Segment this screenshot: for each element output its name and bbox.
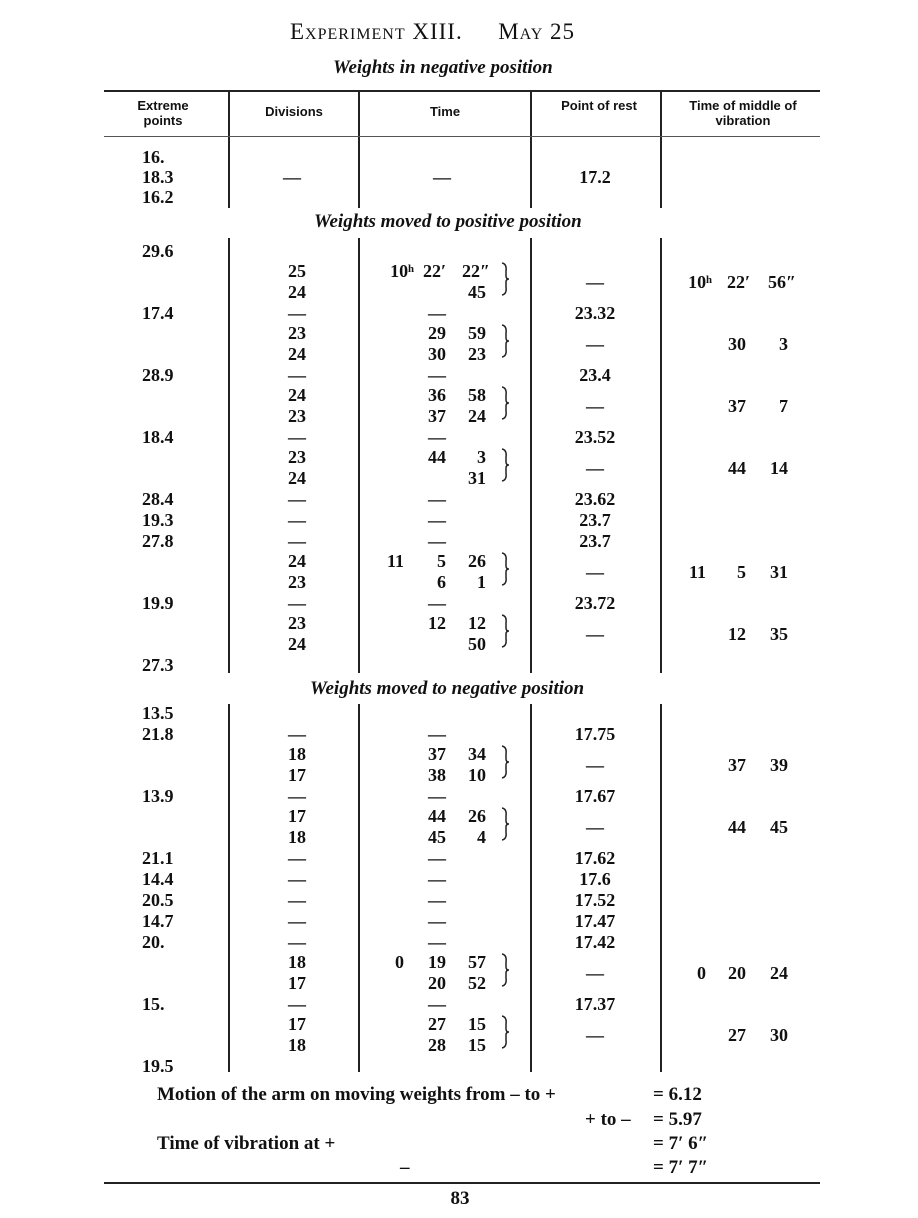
bracket-icon [501,552,510,586]
time-seconds: 24 [468,406,486,426]
bottom-rule [104,1182,820,1184]
middle-minutes: 44 [728,817,746,837]
time-minutes: 45 [428,827,446,847]
time-value: — [433,167,451,187]
vibration-value-1: = 7′ 6″ [653,1133,709,1154]
time-seconds: 45 [468,282,486,302]
time-minutes: 19 [428,952,446,972]
subtitle: Weights in negative position [333,57,553,78]
col-rule [228,137,230,208]
header-extreme-points: Extreme points [137,98,189,128]
time-dash: — [428,932,446,952]
vibration-label-2: – [400,1157,410,1178]
extreme-point: 17.4 [142,303,174,323]
col-rule [660,704,662,1072]
time-seconds: 58 [468,385,486,405]
col-rule [530,137,532,208]
col-rule [530,238,532,673]
middle-minutes: 30 [728,334,746,354]
extreme-point: 27.3 [142,655,174,675]
col-rule [660,137,662,208]
rest-dash: — [586,963,604,983]
division-dash: — [288,510,306,530]
time-dash: — [428,510,446,530]
extreme-point: 18.3 [142,167,174,187]
time-seconds: 31 [468,468,486,488]
header-divisions: Divisions [265,104,323,119]
time-dash: — [428,724,446,744]
time-seconds: 3 [477,447,486,467]
page-number: 83 [450,1188,470,1209]
division-value: 18 [288,827,306,847]
time-seconds: 59 [468,323,486,343]
header-bottom-rule [104,136,820,137]
time-hours: 11 [386,551,404,571]
time-minutes: 37 [428,744,446,764]
rest-dash: — [586,272,604,292]
division-value: 23 [288,572,306,592]
motion-value-1: = 6.12 [653,1084,702,1105]
rest-dash: — [586,755,604,775]
time-seconds: 1 [477,572,486,592]
bracket-icon [501,745,510,779]
time-minutes: 5 [437,551,446,571]
middle-hours: 10ʰ [688,272,712,292]
col-rule [358,704,360,1072]
extreme-point: 13.9 [142,786,174,806]
time-seconds: 4 [477,827,486,847]
rest-value: 17.6 [579,869,611,889]
time-seconds: 23 [468,344,486,364]
extreme-point: 13.5 [142,703,174,723]
time-seconds: 26 [468,806,486,826]
time-minutes: 20 [428,973,446,993]
rest-dash: — [586,562,604,582]
time-dash: — [428,427,446,447]
division-value: 23 [288,406,306,426]
division-value: 17 [288,973,306,993]
middle-seconds: 30 [770,1025,788,1045]
middle-seconds: 7 [779,396,788,416]
extreme-point: 29.6 [142,241,174,261]
extreme-point: 14.4 [142,869,174,889]
division-dash: — [288,848,306,868]
division-dash: — [288,911,306,931]
header-col-rule [358,92,360,136]
division-value: 17 [288,765,306,785]
division-value: 24 [288,385,306,405]
division-value: 23 [288,447,306,467]
rest-value: 17.75 [574,724,616,744]
time-minutes: 38 [428,765,446,785]
header-col-rule [228,92,230,136]
time-minutes: 28 [428,1035,446,1055]
time-dash: — [428,303,446,323]
division-value: 24 [288,282,306,302]
page-title [290,20,575,43]
division-dash: — [288,890,306,910]
motion-label-2: + to – [585,1109,631,1130]
middle-minutes: 5 [737,562,746,582]
middle-hours: 0 [697,963,706,983]
division-value: — [283,167,301,187]
rest-value: 17.67 [574,786,616,806]
middle-seconds: 45 [770,817,788,837]
bracket-icon [501,324,510,358]
section-label-positive: Weights moved to positive position [314,211,582,232]
division-value: 18 [288,1035,306,1055]
bracket-icon [501,614,510,648]
division-dash: — [288,994,306,1014]
motion-value-2: = 5.97 [653,1109,702,1130]
header-point-of-rest: Point of rest [561,98,637,113]
middle-seconds: 24 [770,963,788,983]
middle-seconds: 56″ [768,272,796,292]
extreme-point: 14.7 [142,911,174,931]
extreme-point: 19.9 [142,593,174,613]
table-top-rule [104,90,820,92]
col-rule [358,137,360,208]
section-label-negative: Weights moved to negative position [310,678,585,699]
time-minutes: 27 [428,1014,446,1034]
vibration-label: Time of vibration at + [157,1133,336,1154]
experiment-date: May 25 [498,19,576,44]
time-dash: — [428,593,446,613]
rest-value: 17.52 [574,890,616,910]
time-minutes: 30 [428,344,446,364]
middle-minutes: 37 [728,396,746,416]
time-dash: — [428,911,446,931]
middle-minutes: 20 [728,963,746,983]
rest-dash: — [586,817,604,837]
rest-dash: — [586,624,604,644]
rest-dash: — [586,396,604,416]
header-time: Time [429,104,461,119]
bracket-icon [501,448,510,482]
time-minutes: 6 [437,572,446,592]
division-dash: — [288,365,306,385]
extreme-point: 18.4 [142,427,174,447]
time-seconds: 10 [468,765,486,785]
col-rule [660,238,662,673]
rest-value: 23.62 [574,489,616,509]
extreme-point: 21.8 [142,724,174,744]
time-dash: — [428,890,446,910]
division-value: 24 [288,551,306,571]
middle-minutes: 37 [728,755,746,775]
middle-minutes: 12 [728,624,746,644]
time-seconds: 52 [468,973,486,993]
rest-value: 17.62 [574,848,616,868]
division-dash: — [288,869,306,889]
rest-value: 17.47 [574,911,616,931]
rest-value: 23.32 [574,303,616,323]
time-minutes: 12 [428,613,446,633]
division-dash: — [288,489,306,509]
time-seconds: 57 [468,952,486,972]
rest-dash: — [586,458,604,478]
extreme-point: 20. [142,932,165,952]
extreme-point: 28.4 [142,489,174,509]
middle-seconds: 31 [770,562,788,582]
division-dash: — [288,531,306,551]
division-value: 25 [288,261,306,281]
bracket-icon [501,262,510,296]
middle-seconds: 35 [770,624,788,644]
rest-dash: — [586,334,604,354]
division-value: 18 [288,744,306,764]
time-minutes: 29 [428,323,446,343]
time-minutes: 36 [428,385,446,405]
time-seconds: 50 [468,634,486,654]
rest-value: 17.2 [579,167,611,187]
extreme-point: 16. [142,147,165,167]
col-rule [228,238,230,673]
time-minutes: 44 [428,806,446,826]
division-dash: — [288,724,306,744]
col-rule [530,704,532,1072]
rest-value: 17.42 [574,932,616,952]
rest-value: 17.37 [574,994,616,1014]
extreme-point: 20.5 [142,890,174,910]
middle-minutes: 44 [728,458,746,478]
extreme-point: 16.2 [142,187,174,207]
division-value: 18 [288,952,306,972]
time-dash: — [428,365,446,385]
rest-value: 23.72 [574,593,616,613]
division-value: 24 [288,634,306,654]
time-minutes: 22′ [422,261,446,281]
col-rule [228,704,230,1072]
time-seconds: 34 [468,744,486,764]
middle-seconds: 39 [770,755,788,775]
header-col-rule [660,92,662,136]
time-dash: — [428,531,446,551]
time-dash: — [428,994,446,1014]
middle-seconds: 14 [770,458,788,478]
bracket-icon [501,1015,510,1049]
header-col-rule [530,92,532,136]
motion-label: Motion of the arm on moving weights from – to + [157,1084,556,1105]
rest-value: 23.4 [579,365,611,385]
time-seconds: 22″ [462,261,490,281]
time-seconds: 12 [468,613,486,633]
division-dash: — [288,303,306,323]
col-rule [358,238,360,673]
division-value: 23 [288,323,306,343]
division-value: 24 [288,344,306,364]
bracket-icon [501,807,510,841]
time-dash: — [428,489,446,509]
middle-hours: 11 [688,562,706,582]
extreme-point: 19.3 [142,510,174,530]
middle-minutes: 27 [728,1025,746,1045]
division-dash: — [288,427,306,447]
rest-value: 23.7 [579,510,611,530]
extreme-point: 27.8 [142,531,174,551]
rest-dash: — [586,1025,604,1045]
division-dash: — [288,932,306,952]
division-dash: — [288,786,306,806]
bracket-icon [501,953,510,987]
rest-value: 23.52 [574,427,616,447]
time-hours: 0 [395,952,404,972]
experiment-title: Experiment XIII. [290,19,463,44]
time-dash: — [428,786,446,806]
time-minutes: 44 [428,447,446,467]
extreme-point: 19.5 [142,1056,174,1076]
rest-value: 23.7 [579,531,611,551]
middle-seconds: 3 [779,334,788,354]
time-minutes: 37 [428,406,446,426]
time-dash: — [428,848,446,868]
time-hours: 10ʰ [390,261,414,281]
time-seconds: 15 [468,1035,486,1055]
header-time-middle: Time of middle of vibration [689,98,797,128]
vibration-value-2: = 7′ 7″ [653,1157,709,1178]
time-seconds: 15 [468,1014,486,1034]
middle-minutes: 22′ [726,272,750,292]
time-seconds: 26 [468,551,486,571]
division-value: 23 [288,613,306,633]
extreme-point: 28.9 [142,365,174,385]
extreme-point: 15. [142,994,165,1014]
division-value: 17 [288,806,306,826]
extreme-point: 21.1 [142,848,174,868]
bracket-icon [501,386,510,420]
division-dash: — [288,593,306,613]
division-value: 24 [288,468,306,488]
time-dash: — [428,869,446,889]
division-value: 17 [288,1014,306,1034]
